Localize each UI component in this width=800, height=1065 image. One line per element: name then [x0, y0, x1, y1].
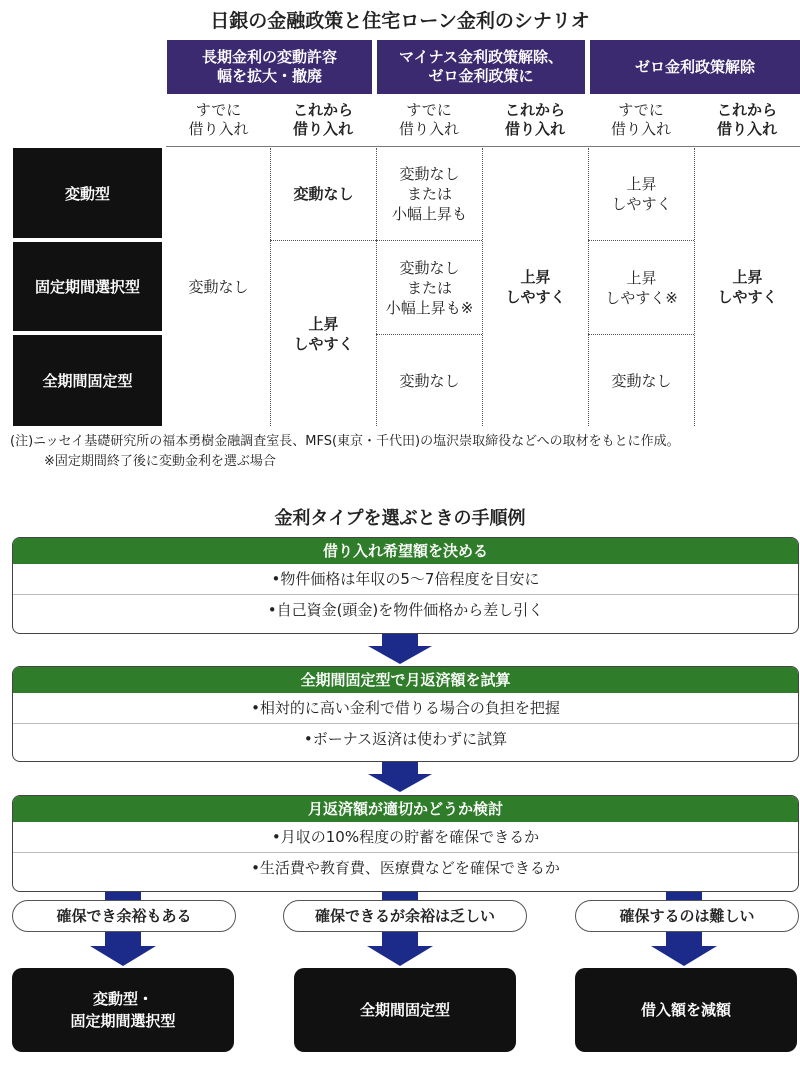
- step-item: •物件価格は年収の5～7倍程度を目安に: [271, 570, 540, 588]
- cell-s3-existing-variable: 上昇 しやすく: [611, 174, 672, 213]
- branch-result-2: 全期間固定型: [294, 968, 516, 1052]
- row-header-fixed-period: 固定期間選択型: [13, 242, 162, 331]
- table-footnote: ※固定期間終了後に変動金利を選ぶ場合: [44, 454, 276, 469]
- scenario-header-3: ゼロ金利政策解除: [590, 40, 800, 94]
- step-item: •ボーナス返済は使わずに試算: [13, 723, 798, 754]
- row-header-full-fixed: 全期間固定型: [13, 335, 162, 426]
- cell-s2-existing-fixed-period: 変動なし または 小幅上昇も※: [385, 258, 474, 318]
- cell-s2-new: 上昇 しやすく: [505, 267, 566, 306]
- cell-s1-new-fixed: 上昇 しやすく: [293, 314, 354, 353]
- branch-result-1: 変動型・ 固定期間選択型: [12, 968, 234, 1052]
- table-note: (注)ニッセイ基礎研究所の福本勇樹金融調査室長、MFS(東京・千代田)の塩沢崇取締役などへの取材をもとに作成。: [10, 434, 680, 449]
- row-header-variable: 変動型: [13, 148, 162, 238]
- branch-condition-3: 確保するのは難しい: [575, 900, 799, 932]
- subheader-existing-1: すでに 借り入れ: [188, 100, 249, 138]
- cell-s2-existing-full-fixed: 変動なし: [399, 371, 460, 390]
- branch-condition-1: 確保でき余裕もある: [12, 900, 236, 932]
- subheader-existing-2: すでに 借り入れ: [398, 100, 459, 138]
- subheader-new-2: これから 借り入れ: [504, 100, 565, 138]
- step-heading: 借り入れ希望額を決める: [13, 538, 798, 564]
- down-arrow-icon: [368, 632, 432, 664]
- flow-step-3: [12, 795, 799, 892]
- branch-result-3: 借入額を減額: [575, 968, 797, 1052]
- subheader-new-3: これから 借り入れ: [716, 100, 777, 138]
- branch-condition-2: 確保できるが余裕は乏しい: [283, 900, 527, 932]
- scenario-header-2: マイナス金利政策解除、 ゼロ金利政策に: [377, 40, 585, 94]
- flow-title: 金利タイプを選ぶときの手順例: [274, 508, 526, 529]
- down-arrow-icon: [368, 760, 432, 792]
- step-item: •自己資金(頭金)を物件価格から差し引く: [13, 594, 798, 625]
- cell-s1-new-variable: 変動なし: [293, 184, 354, 203]
- subheader-new-1: これから 借り入れ: [292, 100, 353, 138]
- scenario-header-1: 長期金利の変動許容 幅を拡大・撤廃: [167, 40, 372, 94]
- step-heading: 月返済額が適切かどうか検討: [13, 796, 798, 822]
- subheader-existing-3: すでに 借り入れ: [610, 100, 671, 138]
- flow-step-1: [12, 537, 799, 634]
- cell-s1-existing: 変動なし: [188, 277, 249, 296]
- cell-s3-new: 上昇 しやすく: [717, 267, 778, 306]
- table-title: 日銀の金融政策と住宅ローン金利のシナリオ: [210, 10, 590, 32]
- step-item: •生活費や教育費、医療費などを確保できるか: [13, 852, 798, 883]
- cell-s3-existing-fixed-period: 上昇 しやすく※: [605, 268, 678, 307]
- flow-step-2: [12, 666, 799, 762]
- cell-s2-existing-variable: 変動なし または 小幅上昇も: [391, 164, 467, 224]
- step-heading: 全期間固定型で月返済額を試算: [13, 667, 798, 693]
- step-item: •相対的に高い金利で借りる場合の負担を把握: [251, 699, 560, 717]
- cell-s3-existing-full-fixed: 変動なし: [611, 371, 672, 390]
- step-item: •月収の10%程度の貯蓄を確保できるか: [271, 828, 540, 846]
